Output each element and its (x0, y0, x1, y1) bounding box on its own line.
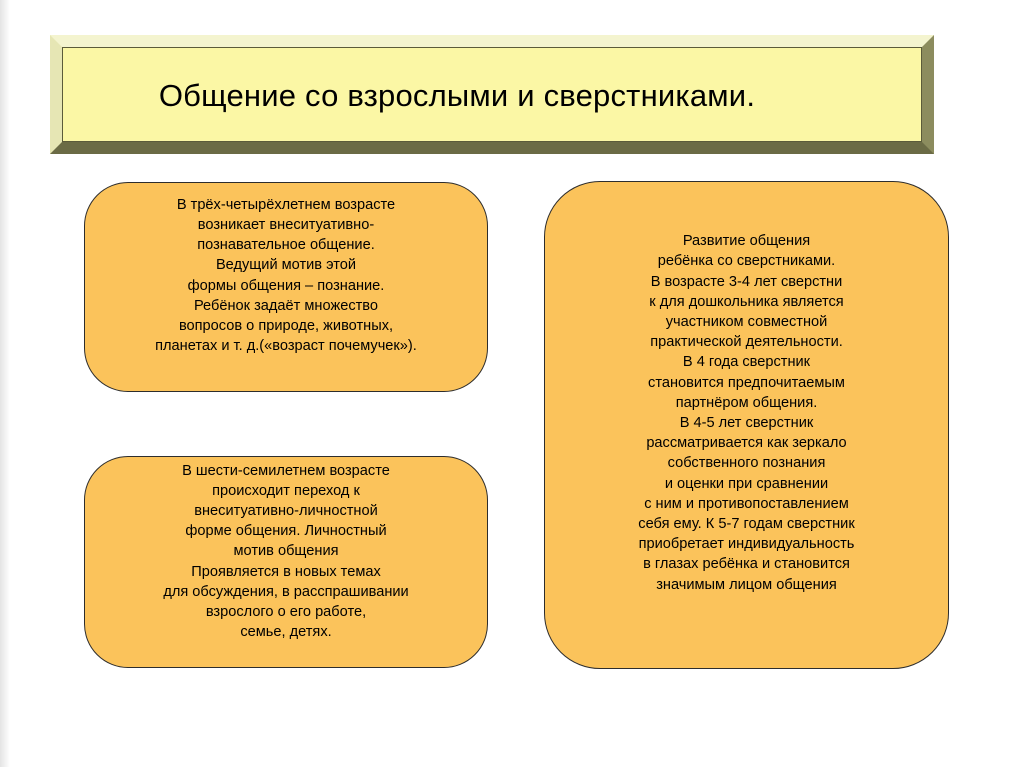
box-six-seven-years (84, 456, 488, 668)
box-peer-communication (544, 181, 949, 669)
slide-title: Общение со взрослыми и сверстниками. (158, 77, 756, 113)
box-peer-communication-text: Развитие общения ребёнка со сверстниками. В возрасте 3-4 лет сверстни к для дошкольника является участником совместной практической деятельности. В 4 года сверстник становится предпочитаемым партнёром общения. В 4-5 лет сверстник рассматривается как зеркало собственного познания и оценки при сравнении с ним и противопоставлением себя ему. К 5-7 годам сверстник приобретает индивидуальность в глазах ребёнка и становится значимым лицом общения (638, 233, 855, 593)
box-three-four-years-text: В трёх-четырёхлетнем возрасте возникает внеситуативно- познавательное общение. Ведущий мотив этой формы общения – познание. Ребёнок задаёт множество вопросов о природе, животных, планетах и т. д.(«возраст почемучек»). (155, 196, 417, 355)
title-panel (62, 47, 922, 142)
box-six-seven-years-text: В шести-семилетнем возрасте происходит переход к внеситуативно-личностной форме общения. Личностный мотив общения Проявляется в новых темах для обсуждения, в расспрашивании взрослого о его работе, семье, детях. (163, 462, 409, 641)
box-three-four-years (84, 182, 488, 392)
title-frame (50, 35, 934, 154)
slide-left-edge (0, 0, 10, 767)
